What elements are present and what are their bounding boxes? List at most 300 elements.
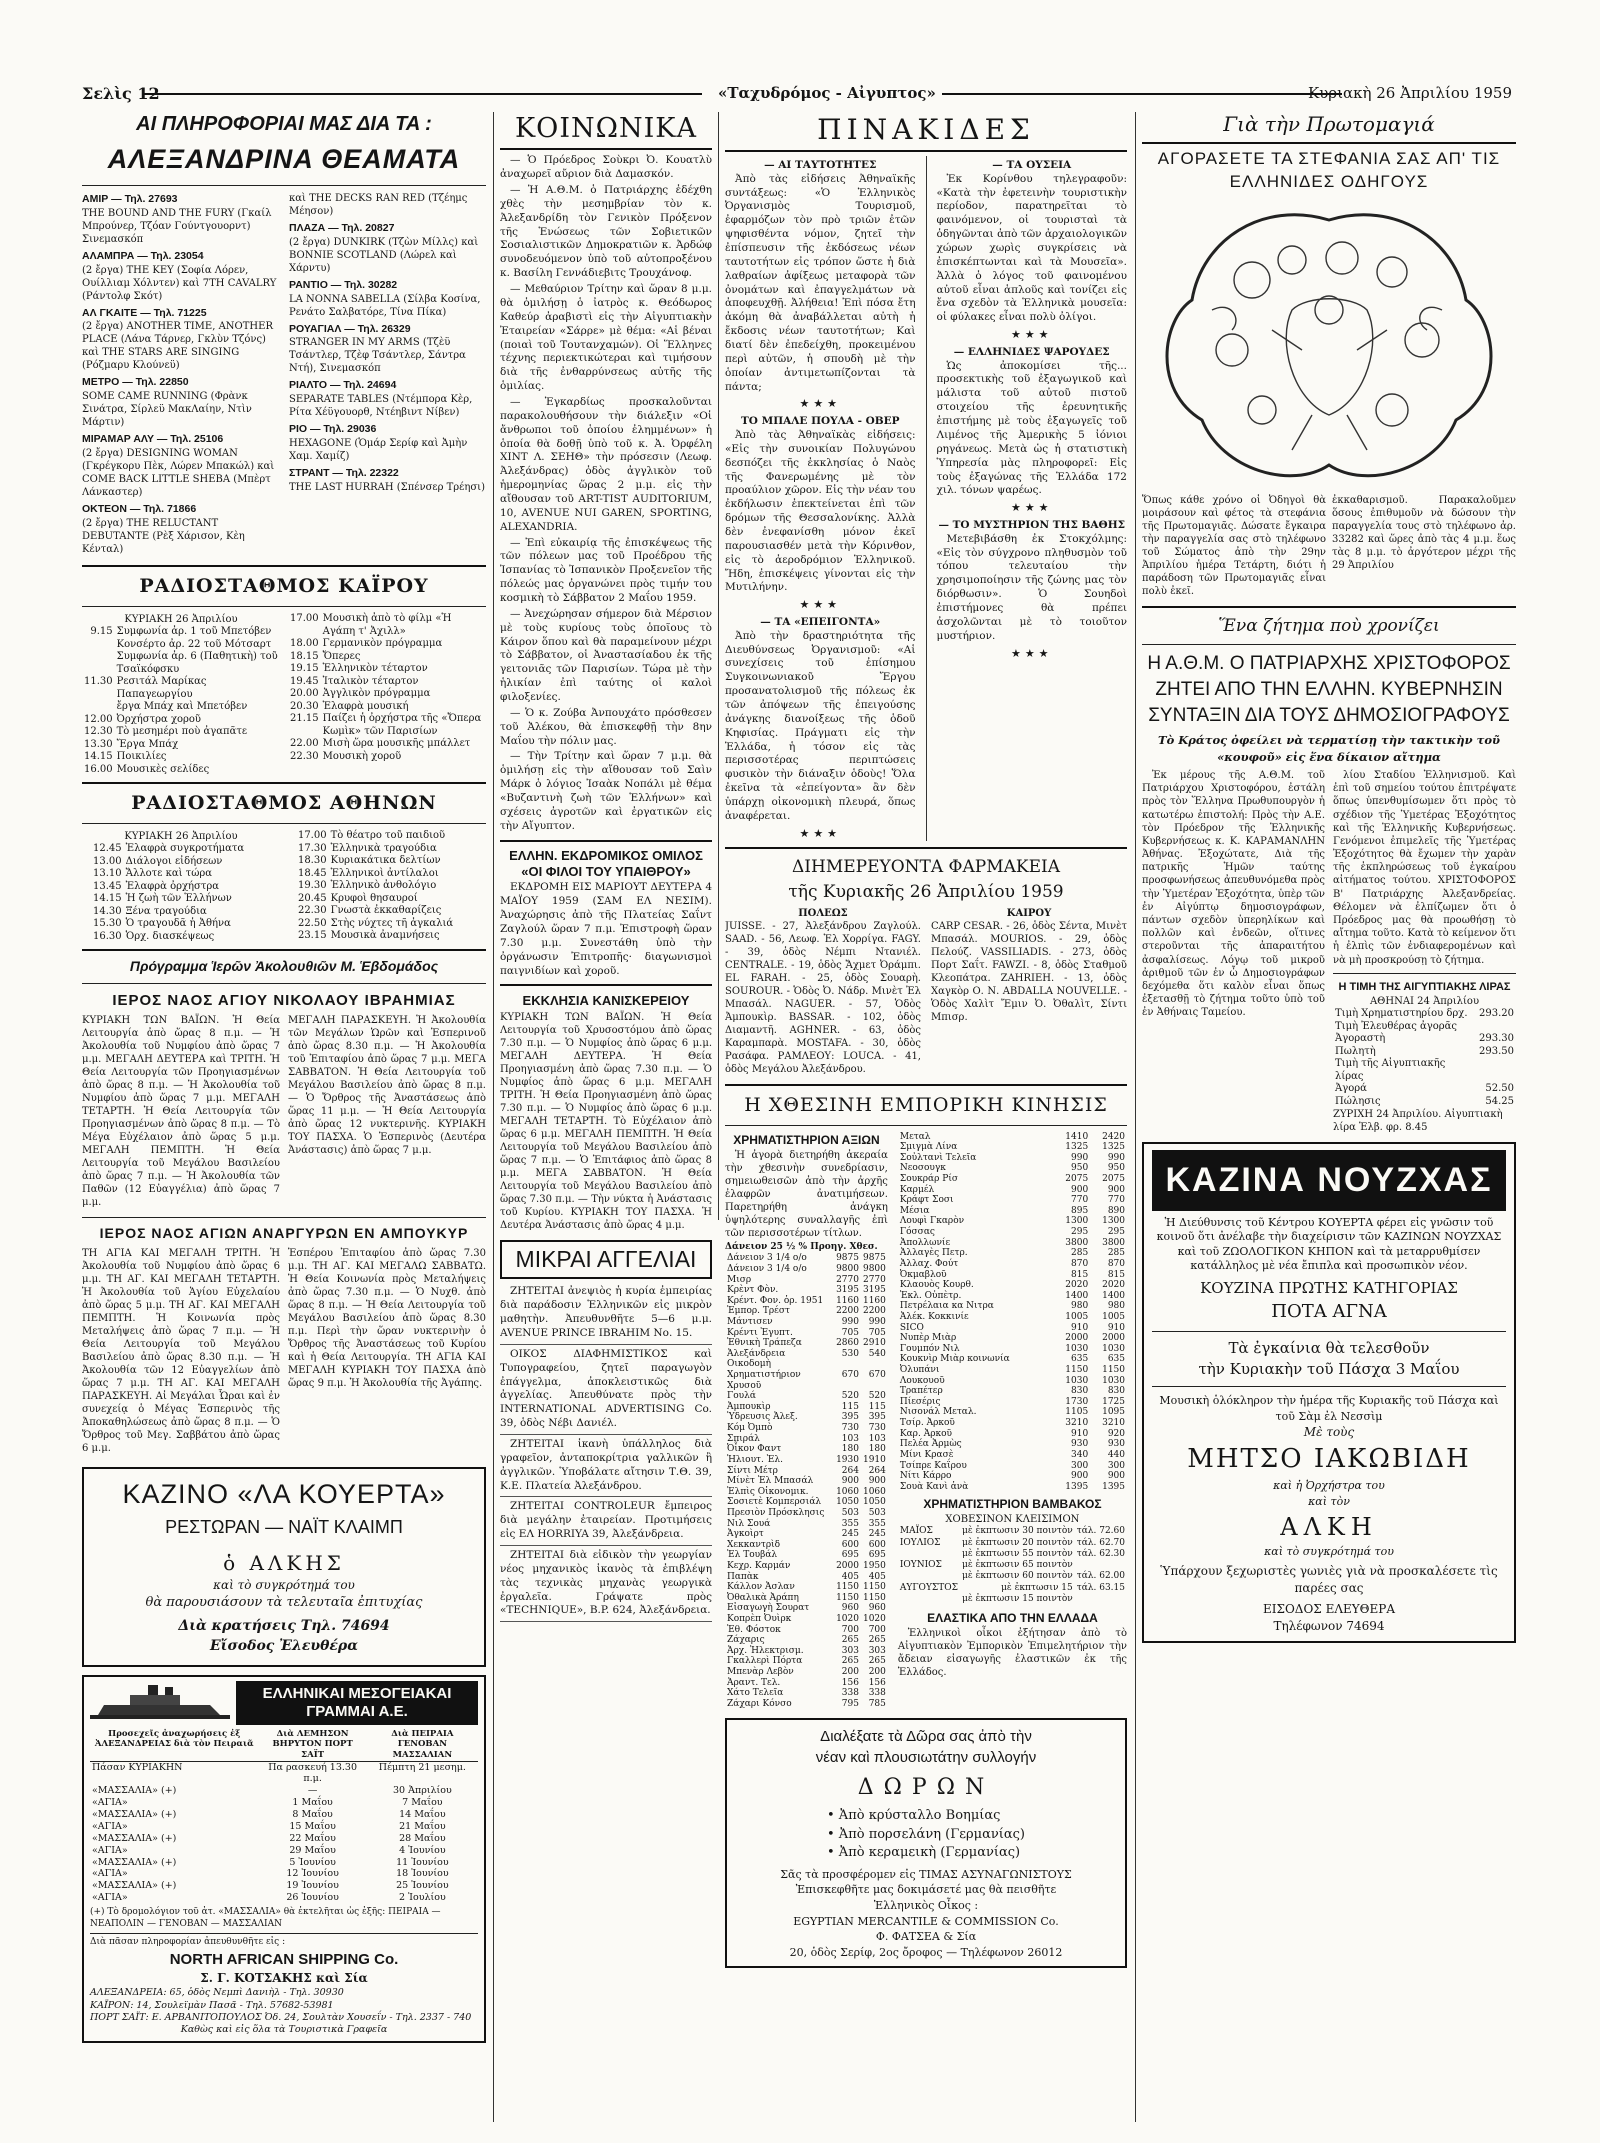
social-news — [500, 154, 712, 833]
cotton-row — [898, 1583, 1127, 1594]
schedule-row — [288, 843, 486, 856]
shipping-cell: «ΜΑΣΣΑΛΙΑ» (+) — [92, 1880, 177, 1892]
egyptian-pound-zurich: ΖΥΡΙΧΗ 24 Ἀπριλίου. Αἰγυπτιακὴ λίρα Ἑλβ. φρ. 8.45 — [1333, 1109, 1503, 1134]
schedule-program: Ἑλληνικὸ ἀνθολόγιο — [330, 880, 437, 892]
notes-title: ΠΙΝΑΚΙΔΕΣ — [725, 110, 1127, 152]
stock-prev: 900 — [841, 1476, 859, 1487]
casino-ad-title: ΚΑΖΙΝΟ «ΛΑ ΚΟΥΕΡΤΑ» — [122, 1479, 446, 1510]
stock-name: Νιλ Σουά — [727, 1518, 771, 1529]
stock-name: Ἐθνικὴ Τράπεζα — [727, 1338, 802, 1349]
shipping-cell: Πέμπτη 21 μεσημ. — [378, 1761, 466, 1773]
radio-athens-left — [82, 843, 280, 943]
gifts-ad-company: EGYPTIAN MERCANTILE & COMMISSION Co. — [793, 1914, 1059, 1928]
schedule-program: Ἐλαφρὰ συγκροτήματα — [125, 843, 245, 855]
cotton-curr: τάλ. 62.30 — [1076, 1548, 1125, 1559]
wreath-illustration — [1142, 200, 1516, 490]
cotton-row — [898, 1538, 1127, 1549]
schedule-time: 16.30 — [93, 930, 122, 942]
commodity-name: Τσίπρε Καΐρου — [899, 1460, 967, 1471]
schedule-program: Μουσικὰ ἀναμνήσεις — [330, 930, 440, 942]
stock-curr: 1020 — [862, 1614, 886, 1625]
note-divider: ★★★ — [799, 397, 842, 411]
radio-cairo-right — [288, 613, 486, 763]
note-text: Ἀπὸ τὰς εἰδήσεις Ἀθηναϊκῆς συντάξεως: «Ὁ Ἑλληνικὸς Ὀργανισμὸς Τουρισμοῦ, ἐφαρμόζων τὸν πρὸ τριῶν ἐτῶν ψηφισθέντα νόμον, ζητεῖ τὴν ἐπίσπευσιν τῆς ἐκδόσεως νέων ταυτοτήτων εἰς τρόπον ὥστε ἡ διὰ λαθραίων ἀφίξεως μεταφορὰ τῶν ὀνομάτων καὶ ἐπαγγελμάτων νὰ ἀποφευχθῇ. Ἀλήθεια! Ἐπὶ πόσα ἔτη ἀκόμη θὰ ἀναβάλλεται αὐτὴ ἡ ἔκδοσις νέων ταυτοτήτων; Καὶ διατί δὲν ἐπεδείχθη, προκειμένου περὶ αὐτῶν, ἡ σπουδὴ μὲ τὴν ὁποίαν ἀντιμετωπίζονται τὰ πάντα; — [725, 172, 916, 393]
casino-la-kuerta-ad — [82, 1467, 486, 1667]
stock-prev: 960 — [841, 1603, 859, 1614]
page-number: Σελὶς 12 — [82, 84, 160, 103]
commodity-prev: 2000 — [1065, 1333, 1089, 1344]
shipping-row — [90, 1868, 478, 1880]
stock-curr: 503 — [868, 1507, 886, 1518]
casino-ad-phone: Διὰ κρατήσεις Τηλ. 74694 — [178, 1617, 390, 1634]
pharmacies-list — [725, 907, 1127, 1078]
cotton-curr: τάλ. 62.70 — [1076, 1537, 1125, 1548]
stock-row — [725, 1646, 888, 1657]
stock-prev: 9875 — [836, 1253, 859, 1264]
fx-label: Ἀγορά — [1335, 1083, 1367, 1095]
fx-value: 52.50 — [1485, 1083, 1514, 1095]
schedule-row — [82, 676, 280, 701]
schedule-row — [288, 663, 486, 676]
issue-date: Κυριακὴ 26 Ἀπριλίου 1959 — [1307, 84, 1512, 102]
commodity-curr: 1030 — [1102, 1375, 1125, 1386]
commodity-row — [898, 1461, 1127, 1472]
schedule-row — [288, 676, 486, 689]
cotton-name — [898, 1549, 960, 1560]
commodity-prev: 1030 — [1065, 1343, 1089, 1354]
stock-prev: 600 — [841, 1539, 859, 1550]
stock-prev: 795 — [841, 1698, 859, 1709]
shipping-cell: — — [307, 1785, 318, 1797]
commodity-row — [898, 1354, 1127, 1365]
kazina-orchestra: καὶ ἡ Ὀρχήστρα του — [1273, 1479, 1385, 1493]
commodity-curr: 950 — [1107, 1163, 1125, 1174]
shipping-cell: 5 Ἰουνίου — [289, 1856, 336, 1868]
stock-name: Σοσιετὲ Κομπερσιάλ — [727, 1497, 822, 1508]
shipping-row — [90, 1785, 478, 1797]
stock-curr: 265 — [868, 1656, 886, 1667]
stock-name: Ἐθ. Φόστοκ — [727, 1624, 781, 1635]
commodity-curr: 635 — [1107, 1354, 1125, 1365]
commodity-name: SICO — [899, 1322, 924, 1333]
stock-curr: 9800 — [862, 1263, 886, 1274]
schedule-row — [82, 931, 280, 944]
cinema-entry — [82, 192, 279, 246]
schedule-time: 18.00 — [290, 638, 319, 650]
commodity-curr: 1095 — [1102, 1407, 1125, 1418]
stock-prev: 395 — [841, 1412, 859, 1423]
commodity-row — [898, 1270, 1127, 1281]
radio-athens-right — [288, 830, 486, 943]
stock-row — [725, 1635, 888, 1646]
commodity-prev: 635 — [1071, 1354, 1089, 1365]
column-rule — [1135, 112, 1136, 2122]
cinema-desc: SEPARATE TABLES (Ντέμπορα Κὲρ, Ρίτα Χέϋγουορθ, Ντέηβιντ Νίβεν) — [289, 394, 473, 419]
schedule-program: Μουσικὴ ἀπὸ τὸ φίλμ «Ἡ Αγάπη τ' Ἀχιλλ» — [322, 613, 452, 637]
stock-row — [725, 1455, 888, 1466]
column-rule — [718, 112, 719, 1220]
shipping-addr4: Καθὼς καὶ εἰς ὅλα τὰ Τουριστικὰ Γραφεῖα — [180, 2024, 388, 2036]
stock-prev: 265 — [841, 1635, 859, 1646]
schedule-row — [82, 843, 280, 856]
schedule-row — [82, 701, 280, 714]
schedule-program: Κυριακάτικα δελτίων — [330, 855, 441, 867]
stock-curr: 1160 — [862, 1295, 886, 1306]
commodity-curr: 830 — [1107, 1386, 1125, 1397]
stock-name: Κεχρ. Καρμάν — [727, 1561, 791, 1571]
shipping-agent2: Σ. Γ. ΚΟΤΣΑΚΗΣ καὶ Σία — [200, 1971, 368, 1986]
fx-row — [1333, 1033, 1516, 1046]
commodity-row — [898, 1439, 1127, 1450]
cinema-name: ΜΙΡΑΜΑΡ ΑΛΥ — Τηλ. 25106 — [82, 433, 224, 446]
cotton-name: ΙΟΥΝΙΟΣ — [899, 1560, 942, 1571]
shipping-header-cell: Διὰ ΠΕΙΡΑΙΑ ΓΕΝΟΒΑΝ ΜΑΣΣΑΛΙΑΝ — [367, 1729, 478, 1761]
note-text: Ἀπὸ τὰς Ἀθηναϊκὰς εἰδήσεις: «Εἰς τὴν συνοικίαν Πολυγώνου δεσπόζει τῆς ἐκκλησίας ὁ Ναὸς τῆς Φανερωμένης μὲ τὸν προαύλιον χῶρον. Εἰς τὴν νέαν του ἐκδήλωσιν ἐπεκτείνεται ἐπὶ τῶν δρόμων τῆς Θεσσαλονίκης. Ἀλλὰ δὲν ἐνεφανίσθη μόνον ἐκεῖ παρουσιασθέν μετὰ τὴν Κόρινθον, εἰς τὸ ἀεροδρόμιον Ἑλληνικοῦ. Ἤδη, ἐπισκέψεις γίνονται εἰς τὴν Μυτιλήνην. — [725, 428, 916, 594]
stock-row — [725, 1317, 888, 1328]
stock-name: Ὑδρευσις Ἀλεξ. — [727, 1412, 798, 1423]
stock-curr: 695 — [868, 1550, 886, 1561]
gifts-ad-address: 20, ὁδὸς Σερίφ, 2ος ὄροφος — Τηλέφωνον 26012 — [789, 1945, 1063, 1959]
schedule-program: Ξένα τραγούδια — [125, 905, 207, 917]
stock-name: Ζάχαρι Κόνσο — [727, 1698, 792, 1709]
commodity-name: Νεοσουγκ — [899, 1163, 946, 1174]
commodity-name: Λουκουοῦ — [899, 1375, 945, 1386]
cinema-name: ΜΕΤΡΟ — Τηλ. 22850 — [82, 376, 189, 389]
gifts-ad-visit: Ἐπισκεφθῆτε μας δοκιμάσετέ μας θὰ πεισθῆτε — [795, 1883, 1057, 1897]
schedule-program: Ποικιλίες — [116, 751, 167, 763]
commodity-prev: 2020 — [1065, 1280, 1089, 1291]
patriarch-headline: Η Α.Θ.Μ. Ο ΠΑΤΡΙΑΡΧΗΣ ΧΡΙΣΤΟΦΟΡΟΣ ΖΗΤΕΙ ΑΠΟ ΤΗΝ ΕΛΛΗΝ. ΚΥΒΕΡΝΗΣΙΝ ΣΥΝΤΑΞΙΝ ΔΙΑ ΤΟΥΣ ΔΗΜΟΣΙΟΓΡΑΦΟΥΣ — [1147, 653, 1511, 726]
stock-curr: 265 — [868, 1635, 886, 1646]
schedule-program: Ρεσιτάλ Μαρίκας Παπαγεωργίου — [116, 676, 207, 700]
stock-row — [725, 1625, 888, 1636]
egyptian-pound-title: Η ΤΙΜΗ ΤΗΣ ΑΙΓΥΠΤΙΑΚΗΣ ΛΙΡΑΣ — [1338, 980, 1511, 993]
schedule-row — [288, 713, 486, 738]
wreath-ad-text-left: Ὅπως κάθε χρόνο οἱ Ὀδηγοὶ θὰ μοιράσουν καὶ φέτος τὰ στεφάνια τῆς Πρωτομαγιᾶς. Δώσατε ἔγκαιρα τὴν παραγγελία σας στὸ τηλέφωνο τοῦ Σώματος ἀπὸ τὴν 29ην Ἀπριλίου ἡμέρα Τετάρτη, διότι ἡ παράδοση τῶν Πρωτομαγιᾶς εἶναι πολὺ ἐκεῖ. — [1142, 495, 1326, 598]
cinema-name: ΠΛΑΖΑ — Τηλ. 20827 — [289, 221, 395, 234]
masthead-rule-left — [142, 93, 702, 95]
pharmacies-title: ΔΙΗΜΕΡΕΥΟΝΤΑ ΦΑΡΜΑΚΕΙΑ — [792, 857, 1060, 878]
shipping-agent: NORTH AFRICAN SHIPPING Co. — [169, 1951, 399, 1969]
stock-curr: 180 — [868, 1444, 886, 1455]
mayday-header: Γιὰ τὴν Πρωτομαγιά — [1223, 112, 1435, 136]
cinema-name: ΡΙΑΛΤΟ — Τηλ. 24694 — [289, 379, 397, 392]
cinema-entry — [289, 378, 486, 419]
schedule-program: Ἐλαφρὰ ὀρχήστρα — [125, 880, 220, 892]
fx-label: Ἀγοραστὴ — [1335, 1033, 1386, 1045]
stock-prev: 103 — [841, 1433, 859, 1444]
commodity-row — [898, 1185, 1127, 1196]
commodity-row — [898, 1333, 1127, 1344]
schedule-time: 20.30 — [290, 700, 319, 712]
schedule-program: Γνωστὰ ἐκκαθαρίζεις — [330, 905, 442, 917]
stock-name: Σπιράλ — [727, 1433, 760, 1444]
stocks-text: Ἡ ἀγορὰ διετηρήθη ἀκεραία τὴν χθεσινὴν συνεδρίασιν, σημειωθεισῶν ἀπὸ τὴν ἀρχῆς ἐλαφρῶν ἀνατιμήσεων. Παρετηρήθη ἀνάγκη ὑψηλότερης συναλλαγῆς ἐπὶ τῶν περισσοτέρων τίτλων. — [725, 1149, 888, 1239]
shipping-lines-ad — [82, 1675, 486, 2043]
note-kicker: ΤΟ ΜΠΑΛΕ ΠΟΥΛΑ - ΟΒΕΡ — [740, 415, 900, 428]
commodity-curr: 910 — [1107, 1322, 1125, 1333]
commodity-row — [898, 1365, 1127, 1376]
commodity-row — [898, 1174, 1127, 1185]
commodity-prev: 1150 — [1065, 1365, 1089, 1376]
schedule-time: 23.15 — [297, 930, 327, 942]
commodity-prev: 3800 — [1065, 1237, 1089, 1248]
commodity-prev: 770 — [1071, 1195, 1089, 1206]
commodity-name: Καρ. Ἀρκοῦ — [899, 1428, 952, 1439]
stock-prev: 156 — [841, 1677, 859, 1688]
stock-prev: 700 — [841, 1624, 859, 1635]
stock-curr: 245 — [868, 1529, 886, 1540]
shipping-cell: Πάσαν ΚΥΡΙΑΚΗΝ — [92, 1761, 183, 1773]
commodity-prev: 1030 — [1065, 1375, 1089, 1386]
commodity-curr: 1400 — [1102, 1290, 1125, 1301]
schedule-time: 17.30 — [297, 842, 327, 854]
kazina-title: ΚΑΖΙΝΑ ΝΟΥΖΧΑΣ — [1152, 1150, 1506, 1210]
commodity-row — [898, 1163, 1127, 1174]
stock-name: Δάνειον 3 1/4 ο/ο — [727, 1263, 807, 1274]
kazina-nouzhas-ad — [1142, 1142, 1516, 1643]
cotton-row — [898, 1594, 1127, 1605]
stock-name: Ὀθαλικὰ Ἀράπη — [727, 1592, 799, 1603]
cinema-desc: SOME CAME RUNNING (Φρὰνκ Σινάτρα, Σίρλεϋ ΜακΛαίην, Ντὶν Μάρτιν) — [82, 391, 252, 429]
schedule-program: Γερμανικὸν πρόγραμμα — [322, 638, 443, 650]
cinema-name: ΣΤΡΑΝΤ — Τηλ. 22322 — [289, 467, 399, 480]
stock-row — [725, 1338, 888, 1349]
commodity-prev: 1400 — [1065, 1290, 1089, 1301]
commodity-curr: 2420 — [1102, 1131, 1125, 1142]
shipping-row — [90, 1892, 478, 1904]
stock-prev: 1150 — [836, 1582, 859, 1593]
commodity-prev: 910 — [1071, 1322, 1089, 1333]
commodity-row — [898, 1259, 1127, 1270]
stock-prev: 2000 — [836, 1561, 859, 1571]
stock-name: Ἐλ Τουβάλ — [727, 1550, 778, 1561]
commodity-curr: 3800 — [1102, 1237, 1125, 1248]
fx-label: Τιμὴ τῆς Αἰγυπτιακῆς λίρας — [1335, 1058, 1446, 1082]
cinema-desc: (2 ἔργα) ANOTHER TIME, ANOTHER PLACE (Λάνα Τάρνερ, Γκλὺν Τζόνς) καὶ THE STARS ARE SINGING (Ρόζμαρυ Κλούνεϋ) — [82, 321, 273, 372]
stock-row — [725, 1667, 888, 1678]
stock-row — [725, 1614, 888, 1625]
fx-label: Τιμὴ Χρηματιστηρίου δρχ. — [1335, 1008, 1468, 1020]
schedule-time: 13.00 — [93, 855, 122, 867]
commodity-row — [898, 1280, 1127, 1291]
schedule-time: 15.30 — [93, 918, 122, 930]
schedule-program: Στὴς νύχτες τῆ ἀγκαλιά — [330, 917, 454, 929]
fx-value — [1477, 1058, 1516, 1083]
kazina-corners: Ὑπάρχουν ξεχωριστὲς γωνιὲς γιὰ νὰ προσκαλέσετε τὶς παρέες σας — [1160, 1564, 1498, 1596]
cotton-curr: τάλ. 63.15 — [1076, 1582, 1125, 1593]
schedule-program: Ἄλλοτε καὶ τώρα — [125, 868, 212, 880]
schedule-row — [288, 880, 486, 893]
schedule-program: ἔργα Μπάχ καὶ Μπετόβεν — [116, 701, 248, 713]
kazina-and: καὶ τὸν — [1308, 1494, 1350, 1508]
commodity-prev: 295 — [1071, 1227, 1089, 1238]
classifieds-header — [500, 1240, 712, 1280]
schedule-row — [82, 626, 280, 639]
commodity-curr: 2000 — [1102, 1333, 1125, 1344]
shipping-header-cell: Διὰ ΛΕΜΗΣΟΝ ΒΗΡΥΤΟΝ ΠΟΡΤ ΣΑΪΤ — [259, 1729, 367, 1761]
commodity-prev: 285 — [1071, 1248, 1089, 1259]
wreath-ad-text-right: ἐκκαθαρισμοῦ. Παρακαλοῦμεν ὅσους ἐπιθυμοῦν νὰ δώσουν τὴν παραγγελία τους στὸ τηλέφωνο ἀρ. 33282 καὶ ὥρες ἀπὸ τὰς 4 μ.μ. ἕως τὰς 8 μ.μ. τὸ ἀργότερον μέχρι τῆς 29 Ἀπριλίου — [1332, 495, 1516, 572]
schedule-row — [288, 638, 486, 651]
casino-ad-entry: Εἴσοδος Ἐλευθέρα — [210, 1637, 358, 1654]
commodity-curr: 300 — [1107, 1460, 1125, 1471]
schedule-row — [288, 855, 486, 868]
shipping-addr2: ΚΑΪΡΟΝ: 14, Σουλεϊμὰν Πασᾶ - Τηλ. 57682-53981 — [90, 1999, 334, 2011]
social-news-item: — Ὁ κ. Ζούβα Ἀνπουχάτο πρόσθεσεν τοῦ Ἀλέκου, θὰ ἐπισκεφθῇ τὴν 8ην Μαΐου τὴν πόλιν μας. — [500, 706, 712, 747]
stock-prev: 355 — [841, 1518, 859, 1529]
stock-prev: 180 — [841, 1444, 859, 1455]
stock-name: Χεκκαντρὶδ — [727, 1539, 781, 1550]
note-text: Ἀπὸ τὴν δραστηριότητα τῆς Διευθύνσεως Ὀργανισμοῦ: «Αἱ συνεχίσεις τοῦ ἐπίσημου Συγκοινωνιακοῦ Ἔργου προσανατολισμοῦ τῆς πόλεως ἐκ τῶν ἀπόψεων τῆς ἐπειγούσης ἀνάγκης διανοίξεως τῆς ὁδοῦ Κηφισίας. Πράγματι εἰς τὴν Ἑλλάδα, ἡ τόσον εἰς τὰς περισσοτέρας περιπτώσεις φυσικὸν τὴν διάναξιν ὁδοὺς! Ὅλα ἐκεῖνα τὰ «ἐπείγοντα» ἂν δὲν ὑπάρχῃ οἰκονομικὴ πλευρά, ὅπως ἀναφέρεται. — [725, 629, 916, 822]
commodity-name: Πετρέλαια κα Νιτρα — [899, 1301, 994, 1312]
commodity-prev: 1325 — [1065, 1142, 1089, 1153]
schedule-row — [82, 764, 280, 777]
stock-curr: 355 — [868, 1518, 886, 1529]
commodity-prev: 2075 — [1065, 1174, 1089, 1185]
commodity-curr: 870 — [1107, 1258, 1125, 1269]
stock-row — [725, 1253, 888, 1264]
commodity-row — [898, 1206, 1127, 1217]
commodity-name: Μέσια — [899, 1205, 930, 1216]
cotton-prev: μὲ ἐκπτωσιν 30 ποιντὸν — [962, 1526, 1073, 1537]
cinema-desc: (2 ἔργα) THE RELUCTANT DEBUTANTE (Ρὲξ Χάρισον, Κὲη Κένταλ) — [82, 518, 245, 556]
stock-row — [725, 1296, 888, 1307]
shipping-cell: 28 Μαΐου — [399, 1832, 446, 1844]
cotton-prev: μὲ ἐκπτωσιν 15 ποιντὸν — [962, 1593, 1073, 1604]
commodity-name: Κουκνὶρ Μιὰρ κοινωνία — [899, 1354, 1010, 1365]
schedule-row — [288, 893, 486, 906]
schedule-row — [288, 930, 486, 943]
schedule-time: 16.00 — [84, 763, 113, 775]
cinema-desc: (2 ἔργα) DESIGNING WOMAN (Γκρέγκορυ Πὲκ, Λώρεν Μπακώλ) καὶ COME BACK LITTLE SHEBA (Μπὲρτ Λάνκαστερ) — [82, 448, 275, 499]
stock-curr: 540 — [868, 1348, 886, 1359]
kazina-opening-2: τὴν Κυριακὴν τοῦ Πάσχα 3 Μαΐου — [1198, 1359, 1460, 1378]
cinema-entry — [289, 422, 486, 463]
fx-row — [1333, 1021, 1516, 1034]
stock-row — [725, 1423, 888, 1434]
shipping-header-cell: Προσεχεῖς ἀναχωρήσεις ἐξ ἈΛΕΞΑΝΔΡΕΙΑΣ διὰ τὸν Πειραιᾶ — [90, 1729, 259, 1761]
stock-name: Ζάχαρις — [727, 1635, 765, 1646]
schedule-program: Ἔργα Μπάχ — [116, 738, 179, 750]
stock-curr: 264 — [868, 1465, 886, 1476]
commodity-name: Κράφτ Σοσι — [899, 1195, 954, 1206]
schedule-time: 18.30 — [297, 855, 327, 867]
schedule-program: Ὁρχ. διασκέψεως — [125, 930, 215, 942]
commodity-name: Νίτι Κάρρο — [899, 1471, 952, 1482]
stock-curr: 9875 — [862, 1253, 886, 1264]
shipping-cell: 7 Μαΐου — [402, 1797, 443, 1809]
commodity-row — [898, 1344, 1127, 1355]
column-social — [500, 110, 712, 2130]
commodity-curr: 815 — [1107, 1269, 1125, 1280]
schedule-time: 19.30 — [297, 880, 327, 892]
church2-text-right: Ἑσπέρου Ἐπιταφίου ἀπὸ ὥρας 7.30 μ.μ. ΤΗ ΑΓ. ΚΑΙ ΜΕΓΑΛΩ ΣΑΒΒΑΤΩ. Ἡ Θεία Κοινωνία πρὸς Μεταλήψεις ἀπὸ ὥρας 7.30 π.μ. — Ὁ Νυχθ. ἀπὸ ὥρας 8 π.μ. — Ἡ Θεία Λειτουργία τοῦ Μεγάλου Βασιλείου ἀπὸ ὥρας 8.30 π.μ. Περὶ τὴν ὥραν νυκτερινὴν ὁ Ὄρθρος τῆς Ἀναστάσεως τοῦ Κυρίου καὶ ἡ Θεία Λειτουργία. ΤΗ ΑΓΙΑ ΚΑΙ ΜΕΓΑΛΗ ΚΥΡΙΑΚΗ ΤΟΥ ΠΑΣΧΑ ἀπὸ ὥρας 9 π.μ. Ἡ Ἀκολουθία τῆς Ἀγάπης. — [288, 1248, 486, 1390]
patriarch-text-right: λίου Σταδίου Ἑλληνισμοῦ. Καὶ ἐπὶ τοῦ σημείου τούτου ἐπιτρέψατε ὅπως ὑπενθυμίσωμεν ὅτι πρὸς τὸ σχέδιον τῆς Ὑμετέρας Ἐξοχότητος καὶ τῆς Ἑλληνικῆς Κυβερνήσεως. Γενόμενοι ἐπιμελεῖς τῆς Ὑμετέρας Ἐξοχότητος θὰ ἔχωμεν τὴν χαρὰν τῆς ἐκπληρώσεως τοῦ ἐγκαίρου αἰτήματος τούτου. ΧΡΙΣΤΟΦΟΡΟΣ Β' Πατριάρχης Ἀλεξανδρείας. Θέλομεν νὰ ἐλπίζωμεν ὅτι ὁ Πρόεδρος μας θὰ προωθήσῃ τὸ αἴτημα τοῦτο. Κατὰ τὸ κείμενον ὅτι ἡ ἐλπὶς τῶν ἐνδιαφερομένων καὶ νὰ μὴ προσκρούσῃ τὸ ζήτημα. — [1333, 769, 1516, 966]
cotton-row — [898, 1560, 1127, 1571]
church1-title: ΙΕΡΟΣ ΝΑΟΣ ΑΓΙΟΥ ΝΙΚΟΛΑΟΥ ΙΒΡΑΗΜΙΑΣ — [112, 991, 456, 1009]
note-divider: ★★★ — [799, 826, 842, 840]
stock-name: Κρέντ. Φον. ὁρ. 1951 — [727, 1295, 824, 1306]
commodity-name: Ἀλλαχ. Φούτ — [899, 1258, 959, 1269]
schedule-row — [82, 918, 280, 931]
stock-curr: 200 — [868, 1667, 886, 1678]
kazina-text: Ἡ Διεύθυνσις τοῦ Κέντρου ΚΟΥΕΡΤΑ φέρει εἰς γνῶσιν τοῦ κοινοῦ ὅτι ἀνέλαβε τὴν διαχείρισιν τῶν ΚΑΖΙΝΩΝ ΝΟΥΖΧΑΣ καὶ τοῦ ΖΩΟΛΟΓΙΚΟΝ ΚΗΠΟΝ καὶ τὰ μεταρρυθμίσεν κατάλληλος μὲ νέα ἔπιπλα καὶ προσωπικὸν νέον. — [1156, 1215, 1502, 1273]
cinema-desc: (2 ἔργα) THE KEY (Σοφία Λόρεν, Ουίλλιαμ Χόλντεν) καὶ 7TH CAVALRY (Ράντολφ Σκότ) — [82, 264, 277, 302]
fx-row — [1333, 1058, 1516, 1083]
schedule-time: 9.15 — [90, 626, 113, 638]
shipping-cell: 21 Μαΐου — [399, 1820, 446, 1832]
shipping-addr1: ΑΛΕΞΑΝΔΡΕΙΑ: 65, ὁδὸς Νεμπὶ Δανιὴλ - Τηλ. 30930 — [90, 1987, 344, 1999]
classified-ad: ΖΗΤΕΙΤΑΙ CONTROLEUR ἔμπειρος διὰ μεγάλην ἐταιρείαν. Προτιμήσεις εἰς ΕΛ HORRIYA 39, Ἀλεξάνδρεια. — [500, 1500, 712, 1546]
stock-prev: 1020 — [836, 1614, 859, 1625]
cinema-desc: (2 ἔργα) DUNKIRK (Τζὼν Μίλλς) καὶ BONNIE SCOTLAND (Λώρελ καὶ Χάρντυ) — [289, 236, 479, 274]
social-news-item: — Ὁ Πρόεδρος Σοὺκρι Ὀ. Κουατλὺ ἀναχωρεῖ αὔριον διὰ Δαμασκόν. — [500, 154, 712, 181]
commodity-prev: 1395 — [1065, 1481, 1089, 1492]
shipping-cell: «ΑΓΙΑ» — [92, 1868, 128, 1880]
schedule-row — [82, 868, 280, 881]
commodity-prev: 1410 — [1065, 1131, 1089, 1142]
cinema-entry — [82, 306, 279, 373]
gifts-ad-line1: Διαλέξατε τὰ Δῶρα σας ἀπὸ τὴν — [820, 1727, 1032, 1745]
stock-name: Ἀμπουκὶρ — [727, 1401, 771, 1412]
note-text: Ἐκ Κορίνθου τηλεγραφοῦν: «Κατὰ τὴν ἐφετεινὴν τουριστικὴν περίοδον, παρατηρεῖται τὸ φαινόμενον, οἱ τουρισταὶ τὰ ὁδηγῶνται ἀπὸ τῶν ἀρχαιολογικῶν χώρων χωρὶς συγκρίσεις νὰ ἐπισκέπτωνται καὶ τὰ Μουσεῖα». Ἀλλὰ ὁ λόγος τοῦ φαινομένου αὐτοῦ εἶναι ἁπλοῦς καὶ τονίζει εἰς ἔνα σχεδὸν τὰ Ἑλληνικὰ μουσεῖα: οἱ φύλακες εἶναι πολὺ ὀλίγοι. — [936, 172, 1127, 324]
stock-row — [725, 1328, 888, 1339]
schedule-time: 20.45 — [297, 892, 327, 904]
schedule-program: Ἡ ζωὴ τῶν Ἑλλήνων — [125, 893, 232, 905]
commodity-name: Τσίρ. Ἀρκοῦ — [899, 1418, 955, 1429]
commodity-name: Κλαουὸς Κουρθ. — [899, 1280, 974, 1291]
commodity-name: Ὀκμαβλοῦ — [899, 1269, 947, 1280]
commodity-curr: 900 — [1107, 1471, 1125, 1482]
schedule-program: Ἀγγλικὸν πρόγραμμα — [322, 688, 431, 700]
commodity-curr: 440 — [1107, 1449, 1125, 1460]
schedule-row — [82, 856, 280, 869]
stock-prev: 530 — [841, 1348, 859, 1359]
shipping-row — [90, 1761, 478, 1785]
schedule-time — [82, 639, 115, 652]
cinema-desc: STRANGER IN MY ARMS (Τζὲϋ Τσάντλερ, Τζὲφ Τσάντλερ, Σάντρα Ντή), Σινεμασκόπ — [289, 337, 466, 375]
stock-curr: 2910 — [862, 1338, 886, 1349]
commodity-prev: 815 — [1071, 1269, 1089, 1280]
classified-ad: ΖΗΤΕΙΤΑΙ διὰ εἰδικὸν τὴν γεωργίαν νέος μηχανικὸς ἱκανὸς τὰ ἐπιβλέψη τὰς τεχνικὰς μηχανὰς γεωργικὰ ἐργαλεῖα. Γράψατε πρὸς «TECHNIQUE», B.P. 624, Ἀλεξάνδρεια. — [500, 1549, 712, 1622]
commodity-row — [898, 1397, 1127, 1408]
commodity-prev: 340 — [1071, 1449, 1089, 1460]
schedule-time: 22.30 — [297, 905, 327, 917]
commodity-prev: 900 — [1071, 1471, 1089, 1482]
commodity-curr: 1725 — [1102, 1396, 1125, 1407]
schedule-row — [82, 739, 280, 752]
commodity-name: Μίνι Κρασὲ — [899, 1449, 954, 1460]
stock-row — [725, 1487, 888, 1498]
note-kicker: — ΤΑ ΟΥΣΕΙΑ — [992, 158, 1072, 171]
shipping-row — [90, 1809, 478, 1821]
stock-curr: 338 — [868, 1688, 886, 1699]
column-rule — [493, 112, 494, 2122]
pharmacies-city: JUISSE. - 27, Ἀλεξάνδρου Ζαγλούλ. SAAD. - 56, Λεωφ. Ἑλ Χορρίγα. FAGY. - 39, ὁδὸς Νέμπι Ντανιέλ. CENTRALE. - 19, ὁδὸς Ἄχμετ Ὀράμπι. EL FARAH. - 25, ὁδὸς Σουαρὴ. SOUROUR. - Ὁδὸς Ὀ. Νάδρ. Μινὲτ Ἐλ Μπασάλ. NAGUER. - 57, Ὁδὸς Ἀμπουκὶρ. BASSAR. - 102, ὁδὸς Διαμαντῆ. AGHNER. - 63, ὁδὸς Καραμπαρὰ. MOSTAFA. - 30, ὁδὸς Ρασάφα. ΡΑΜΛΕΟΥ: LOUCA. - 41, ὁδὸς Μεγάλου Ἀλεξάνδρου. — [725, 920, 921, 1075]
schedule-program: Ἰταλικὸν τέταρτον — [322, 675, 419, 687]
stock-name: Ἀλεξάνδρεια Οικοδομὴ — [727, 1348, 786, 1370]
stock-name: Μάντισεν — [727, 1316, 773, 1327]
stock-curr: 990 — [868, 1316, 886, 1327]
shipping-note: (+) Τὸ δρομολόγιον τοῦ ἀτ. «ΜΑΣΣΑΛΙΑ» θὰ ἐκτελῆται ὡς ἑξῆς: ΠΕΙΡΑΙΑ — ΝΕΑΠΟΛΙΝ — ΓΕΝΟΒΑΝ — ΜΑΣΣΑΛΙΑΝ — [90, 1907, 441, 1929]
stock-prev: 1050 — [836, 1497, 859, 1508]
schedule-time: 13.10 — [93, 868, 122, 880]
commodity-prev: 980 — [1071, 1301, 1089, 1312]
commodity-row — [898, 1227, 1127, 1238]
stock-row — [725, 1572, 888, 1583]
shipping-cell: 2 Ἰουλίου — [398, 1892, 446, 1904]
